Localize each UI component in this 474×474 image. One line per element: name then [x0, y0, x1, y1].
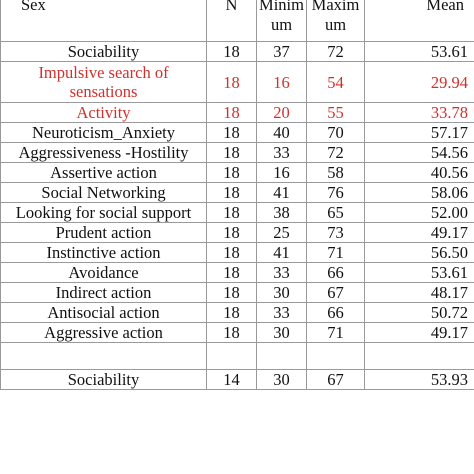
header-mean: Mean: [365, 0, 474, 42]
row-n: 18: [207, 62, 257, 103]
row-label: Aggressive action: [1, 323, 207, 343]
row-label: Avoidance: [1, 263, 207, 283]
row-maximum: [307, 343, 365, 370]
row-label: Neuroticism_Anxiety: [1, 123, 207, 143]
row-mean: 58.06: [365, 183, 474, 203]
row-minimum: 33: [257, 143, 307, 163]
row-mean: 49.17: [365, 223, 474, 243]
row-mean: 52.00: [365, 203, 474, 223]
row-minimum: [257, 343, 307, 370]
row-maximum: 55: [307, 103, 365, 123]
row-maximum: 66: [307, 303, 365, 323]
table-row: [1, 223, 474, 243]
row-maximum: 71: [307, 323, 365, 343]
table-row: [1, 62, 474, 103]
row-minimum: 16: [257, 62, 307, 103]
row-maximum: 54: [307, 62, 365, 103]
row-label: Assertive action: [1, 163, 207, 183]
table-row: [1, 303, 474, 323]
row-minimum: 40: [257, 123, 307, 143]
row-mean: 57.17: [365, 123, 474, 143]
header-minimum: Minimum: [257, 0, 307, 42]
row-minimum: 38: [257, 203, 307, 223]
row-mean: 50.72: [365, 303, 474, 323]
header-row: [1, 0, 474, 42]
row-mean: 33.78: [365, 103, 474, 123]
row-n: 18: [207, 183, 257, 203]
row-maximum: 73: [307, 223, 365, 243]
table-row: [1, 183, 474, 203]
row-minimum: 25: [257, 223, 307, 243]
table-row: [1, 103, 474, 123]
row-n: 18: [207, 283, 257, 303]
table-row: [1, 163, 474, 183]
row-minimum: 37: [257, 42, 307, 62]
table-row: [1, 370, 474, 390]
row-minimum: 30: [257, 370, 307, 390]
row-minimum: 33: [257, 263, 307, 283]
row-minimum: 30: [257, 283, 307, 303]
row-label: Antisocial action: [1, 303, 207, 323]
row-maximum: 66: [307, 263, 365, 283]
blank-row: [1, 343, 474, 370]
row-maximum: 72: [307, 143, 365, 163]
row-minimum: 41: [257, 243, 307, 263]
row-minimum: 16: [257, 163, 307, 183]
row-n: 18: [207, 103, 257, 123]
row-n: 18: [207, 263, 257, 283]
row-maximum: 65: [307, 203, 365, 223]
row-label: [1, 343, 207, 370]
table-row: [1, 323, 474, 343]
row-n: 18: [207, 323, 257, 343]
row-label: Social Networking: [1, 183, 207, 203]
row-n: 18: [207, 123, 257, 143]
row-mean: 40.56: [365, 163, 474, 183]
table-row: [1, 243, 474, 263]
row-minimum: 20: [257, 103, 307, 123]
row-label: Impulsive search of sensations: [1, 62, 207, 103]
row-mean: 49.17: [365, 323, 474, 343]
row-n: 18: [207, 42, 257, 62]
row-n: 18: [207, 163, 257, 183]
row-mean: 53.93: [365, 370, 474, 390]
row-maximum: 58: [307, 163, 365, 183]
row-mean: 53.61: [365, 263, 474, 283]
row-minimum: 33: [257, 303, 307, 323]
row-n: [207, 343, 257, 370]
table-row: [1, 263, 474, 283]
row-label: Activity: [1, 103, 207, 123]
row-maximum: 76: [307, 183, 365, 203]
row-maximum: 72: [307, 42, 365, 62]
row-mean: 56.50: [365, 243, 474, 263]
row-n: 18: [207, 143, 257, 163]
table-row: [1, 203, 474, 223]
row-mean: 53.61: [365, 42, 474, 62]
header-n: N: [207, 0, 257, 42]
row-maximum: 70: [307, 123, 365, 143]
row-maximum: 67: [307, 370, 365, 390]
row-n: 18: [207, 223, 257, 243]
row-n: 14: [207, 370, 257, 390]
header-maximum: Maximum: [307, 0, 365, 42]
row-n: 18: [207, 243, 257, 263]
row-n: 18: [207, 303, 257, 323]
header-sex: Sex: [1, 0, 207, 42]
table-row: [1, 283, 474, 303]
row-label: Instinctive action: [1, 243, 207, 263]
row-label: Sociability: [1, 42, 207, 62]
row-minimum: 41: [257, 183, 307, 203]
row-mean: 48.17: [365, 283, 474, 303]
row-label: Indirect action: [1, 283, 207, 303]
row-mean: 54.56: [365, 143, 474, 163]
table-row: [1, 42, 474, 62]
row-label: Aggressiveness -Hostility: [1, 143, 207, 163]
row-n: 18: [207, 203, 257, 223]
row-maximum: 71: [307, 243, 365, 263]
row-mean: [365, 343, 474, 370]
row-label: Sociability: [1, 370, 207, 390]
table-row: [1, 123, 474, 143]
row-maximum: 67: [307, 283, 365, 303]
row-mean: 29.94: [365, 62, 474, 103]
row-minimum: 30: [257, 323, 307, 343]
row-label: Prudent action: [1, 223, 207, 243]
row-label: Looking for social support: [1, 203, 207, 223]
table-row: [1, 143, 474, 163]
